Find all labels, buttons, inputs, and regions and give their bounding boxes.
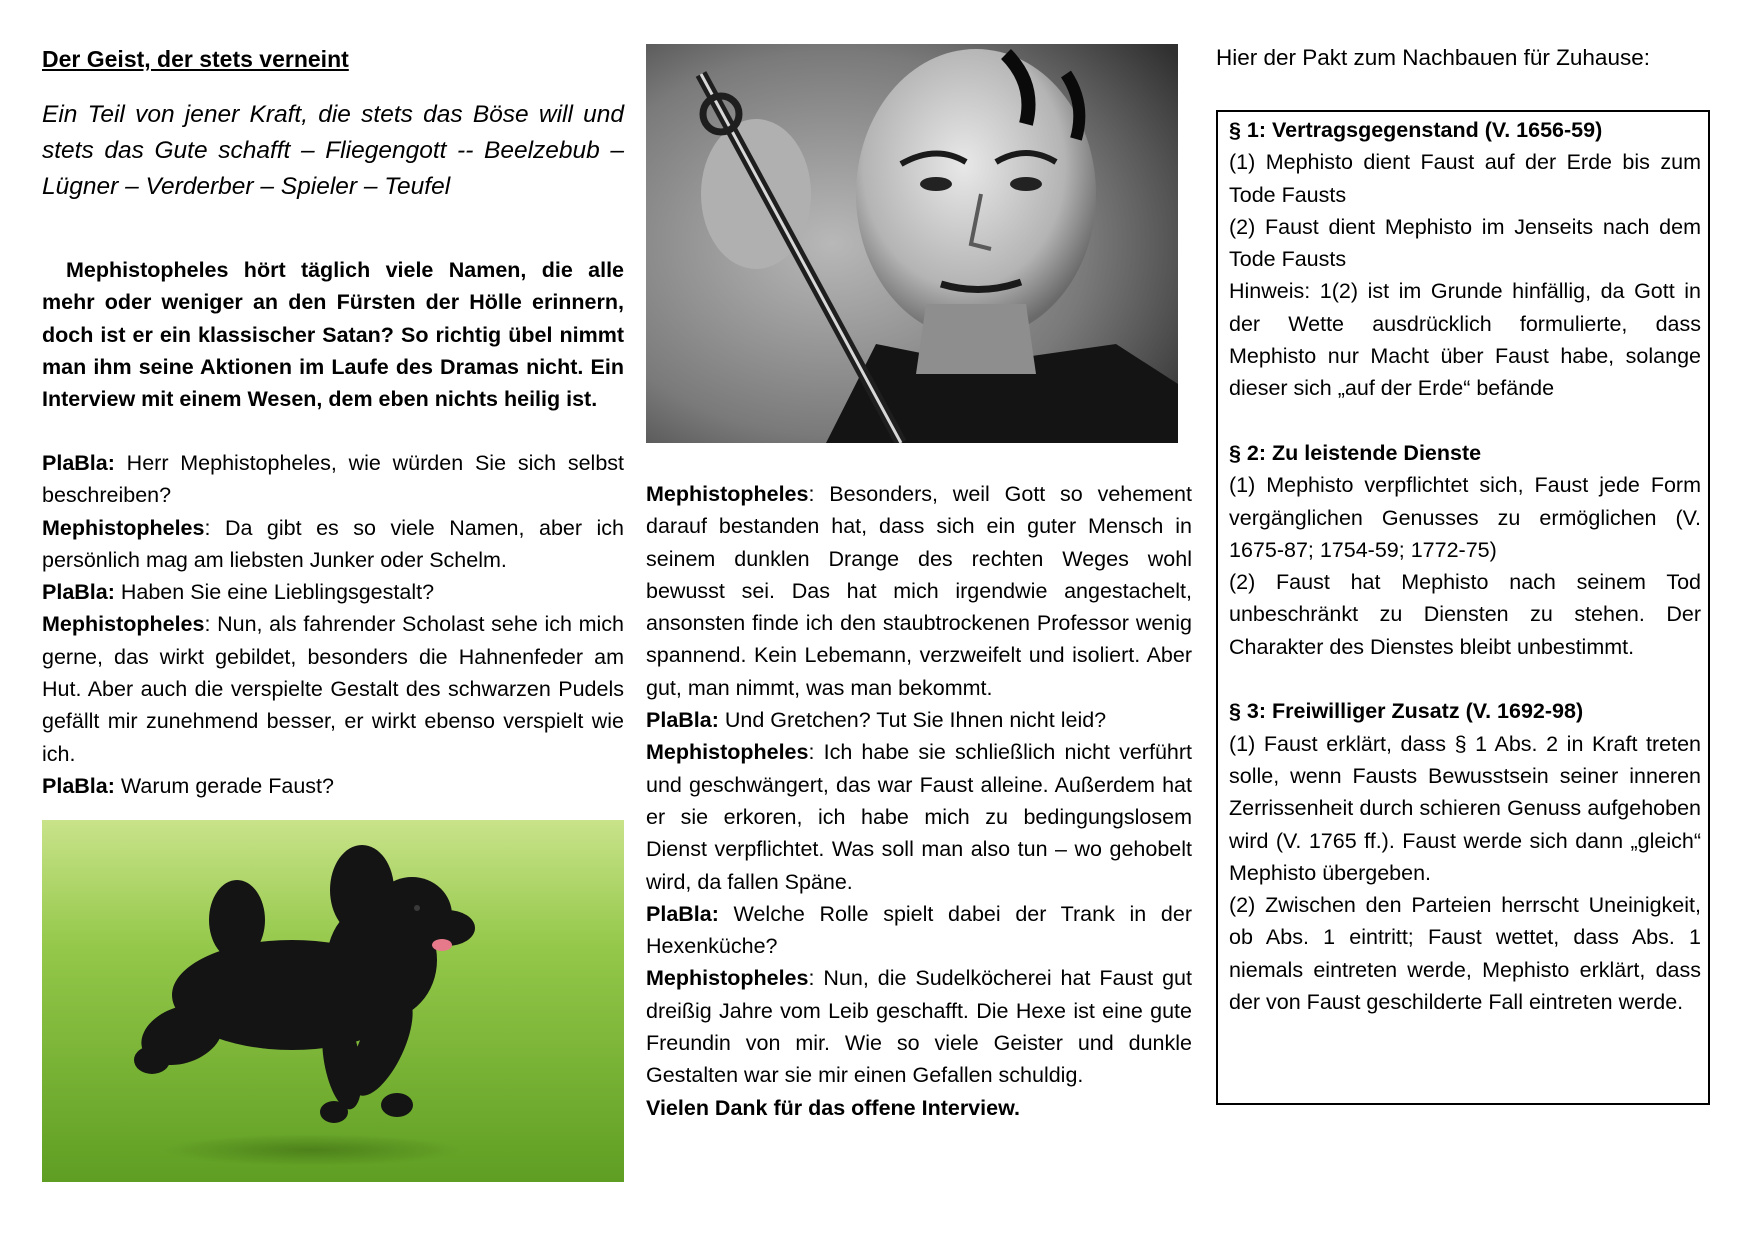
dialogue-text: : Nun, die Sudelköcherei hat Faust gut dreißig Jahre vom Leib geschafft. Die Hexe ist eine gute Freundin von mir. Wie so viele Geister und dunkle Gestalten war sie mir einen Gefallen schuldig. [646, 966, 1192, 1088]
speaker-label: PlaBla: [646, 708, 719, 733]
speaker-label: Mephistopheles [646, 966, 809, 991]
dialogue-line [42, 576, 624, 608]
speaker-label: Mephistopheles [42, 612, 205, 637]
pact-paragraph: (2) Faust hat Mephisto nach seinem Tod unbeschränkt zu Diensten zu stehen. Der Charakter des Dienstes bleibt unbestimmt. [1229, 570, 1701, 659]
dialogue-line [646, 962, 1192, 1091]
pact-paragraph: Hinweis: 1(2) ist im Grunde hinfällig, da Gott in der Wette ausdrücklich formulierte, dass Mephisto nur Macht über Faust habe, solange dieser sich „auf der Erde“ befände [1229, 279, 1701, 401]
dialogue-line [646, 704, 1192, 736]
speaker-label: Mephistopheles [646, 482, 809, 506]
dialogue-line [42, 512, 624, 577]
mephisto-portrait-photo [646, 44, 1178, 443]
interview-part-1 [42, 447, 624, 802]
spacer [1229, 405, 1701, 437]
pact-section-title: § 1: Vertragsgegenstand (V. 1656-59) [1229, 118, 1603, 142]
speaker-label: PlaBla: [646, 901, 719, 926]
dialogue-text: Haben Sie eine Lieblingsgestalt? [114, 580, 435, 605]
speaker-label: PlaBla: [42, 451, 115, 475]
dialogue-line [42, 447, 624, 512]
dialogue-line [42, 608, 624, 769]
dialogue-line [646, 898, 1192, 963]
pact-intro: Hier der Pakt zum Nachbauen für Zuhause: [1216, 45, 1650, 70]
speaker-label: PlaBla: [42, 773, 115, 798]
pact-paragraph: (1) Mephisto dient Faust auf der Erde bis zum Tode Fausts [1229, 150, 1701, 207]
speaker-label: Mephistopheles [646, 740, 809, 765]
pact-paragraph: (1) Faust erklärt, dass § 1 Abs. 2 in Kraft treten solle, wenn Fausts Bewusstsein seiner inneren Zerrissenheit durch schieren Genuss aufgehoben wird (V. 1765 ff.). Faust werde sich dann „gleich“ Mephisto übergeben. [1229, 731, 1701, 885]
article-intro: Mephistopheles hört täglich viele Namen, die alle mehr oder weniger an den Fürsten der Hölle erinnern, doch ist er ein klassischer Satan? So richtig übel nimmt man ihm seine Aktionen im Laufe des Dramas nicht. Ein Interview mit einem Wesen, dem eben nichts heilig ist. [42, 258, 624, 412]
dialogue-line [646, 736, 1192, 897]
dialogue-line [646, 478, 1192, 704]
pact-paragraph: (1) Mephisto verpflichtet sich, Faust jede Form vergänglichen Genusses zu ermöglichen (V. 1675-87; 1754-59; 1772-75) [1229, 473, 1701, 562]
article-title: Der Geist, der stets verneint [42, 46, 349, 72]
dialogue-text: : Ich habe sie schließlich nicht verführt und geschwängert, das war Faust alleine. Außerdem hat er sie erkoren, ich habe mich zu bedingungslosem Dienst verpflichtet. Was soll man also tun – wo gehobelt wird, da fallen Späne. [646, 740, 1192, 894]
poodle-illustration [42, 820, 624, 1182]
spacer [1229, 663, 1701, 695]
pact-paragraph: (2) Zwischen den Parteien herrscht Uneinigkeit, ob Abs. 1 eintritt; Faust wettet, dass Abs. 1 niemals eintreten werde, Mephisto erklärt, dass der von Faust geschilderte Fall eintreten werde. [1229, 893, 1701, 1015]
pact-paragraph: (2) Faust dient Mephisto im Jenseits nach dem Tode Fausts [1229, 214, 1701, 272]
pact-section-title: § 3: Freiwilliger Zusatz (V. 1692-98) [1229, 699, 1584, 724]
pact-content [1229, 114, 1701, 1018]
dialogue-text: : Nun, als fahrender Scholast sehe ich mich gerne, das wirkt gebildet, besonders die Hahnenfeder am Hut. Aber auch die verspielte Gestalt des schwarzen Pudels gefällt mir zunehmend besser, er wirkt ebenso verspielt wie ich. [42, 612, 624, 766]
article-subtitle: Ein Teil von jener Kraft, die stets das Böse will und stets das Gute schafft – Fliegengott -- Beelzebub – Lügner – Verderber – Spieler – Teufel [42, 101, 624, 201]
pact-section-title: § 2: Zu leistende Dienste [1229, 440, 1482, 465]
poodle-photo [42, 820, 624, 1182]
mephisto-portrait-illustration [646, 44, 1178, 443]
interview-part-2 [646, 478, 1192, 1124]
dialogue-text: Herr Mephistopheles, wie würden Sie sich selbst beschreiben? [42, 451, 624, 508]
closing-line: Vielen Dank für das offene Interview. [646, 1095, 1020, 1120]
dialogue-text: Warum gerade Faust? [114, 773, 334, 798]
speaker-label: Mephistopheles [42, 515, 205, 540]
dialogue-text: : Besonders, weil Gott so vehement darauf bestanden hat, dass sich ein guter Mensch in seinem dunklen Drange des rechten Weges wohl bewusst sei. Das hat mich irgendwie angestachelt, ansonsten finde ich den staubtrockenen Professor wenig spannend. Kein Lebemann, verzweifelt und isoliert. Aber gut, man nimmt, was man bekommt. [646, 482, 1192, 700]
dialogue-line [42, 770, 624, 802]
dialogue-text: Welche Rolle spielt dabei der Trank in der Hexenküche? [646, 901, 1192, 959]
pact-box [1216, 110, 1710, 1105]
speaker-label: PlaBla: [42, 580, 115, 605]
dialogue-text: : Da gibt es so viele Namen, aber ich persönlich mag am liebsten Junker oder Schelm. [42, 515, 624, 572]
dialogue-text: Und Gretchen? Tut Sie Ihnen nicht leid? [718, 708, 1107, 733]
